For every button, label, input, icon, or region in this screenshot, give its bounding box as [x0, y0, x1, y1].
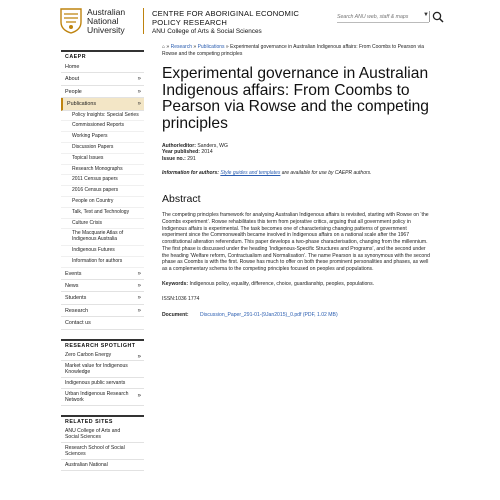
sidebar-item-label: Research	[65, 307, 89, 314]
related-item-cass[interactable]: ANU College of Arts and Social Sciences	[61, 426, 144, 443]
sidebar-subitem-macquarie-atlas[interactable]: The Macquarie Atlas of Indigenous Australia	[61, 229, 144, 246]
sidebar-subitem-culture-crisis[interactable]: Culture Crisis	[61, 219, 144, 230]
sidebar-subitem-talk-text-technology[interactable]: Talk, Text and Technology	[61, 208, 144, 219]
issue-label: Issue no.:	[162, 155, 186, 162]
expand-arrow-icon[interactable]: »	[137, 88, 141, 95]
anu-logo[interactable]	[60, 8, 150, 36]
expand-arrow-icon[interactable]: »	[137, 392, 141, 399]
document-row	[162, 312, 432, 318]
style-guides-link[interactable]: Style guides and templates	[220, 170, 281, 177]
anu-crest-icon	[60, 8, 82, 34]
sidebar-subitem-research-monographs[interactable]: Research Monographs	[61, 165, 144, 176]
logo-line: National	[87, 16, 119, 26]
sidebar-subitem-information-for-authors[interactable]: Information for authors	[61, 257, 144, 268]
expand-arrow-icon[interactable]: »	[137, 295, 141, 302]
expand-arrow-icon[interactable]: »	[137, 76, 141, 83]
breadcrumb	[162, 44, 432, 57]
centre-name[interactable]	[152, 10, 299, 27]
breadcrumb-publications[interactable]: Publications	[197, 44, 225, 50]
related-heading: RELATED SITES	[61, 415, 144, 426]
spotlight-item-urban-network[interactable]	[61, 389, 144, 406]
author-value: Sanders, WG	[197, 142, 228, 149]
sidebar-item-students[interactable]	[61, 292, 144, 304]
breadcrumb-research[interactable]: Research	[170, 44, 192, 50]
year-value: 2014	[201, 149, 213, 156]
sidebar-subitem-2011-census[interactable]: 2011 Census papers	[61, 175, 144, 186]
spotlight-label: Zero Carbon Energy	[65, 351, 112, 358]
logo-line: University	[87, 25, 125, 35]
sidebar-subitem-policy-insights[interactable]: Policy Insights: Special Series	[61, 111, 144, 122]
issue-row	[162, 156, 432, 163]
page-title: Experimental governance in Australian Indigenous affairs: From Coombs to Pearson via Rowse and the competing principles	[162, 65, 429, 132]
info-label: Information for authors:	[162, 170, 219, 177]
logo-wordmark	[87, 8, 125, 35]
sidebar-item-people[interactable]	[61, 86, 144, 98]
sidebar-subitem-people-on-country[interactable]: People on Country	[61, 197, 144, 208]
document-label: Document:	[162, 311, 189, 318]
sidebar-item-research[interactable]	[61, 305, 144, 317]
college-name[interactable]: ANU College of Arts & Social Sciences	[152, 28, 262, 35]
sidebar-subitem-topical-issues[interactable]: Topical Issues	[61, 154, 144, 165]
related-item-rsss[interactable]: Research School of Social Sciences	[61, 443, 144, 460]
info-suffix: are available for use by CAEPR authors.	[281, 170, 372, 177]
year-label: Year published:	[162, 149, 200, 156]
year-row	[162, 149, 432, 156]
abstract-text: The competing principles framework for analysing Australian Indigenous affairs is revisited, starting with Rowse on ‘the Coombs experiment’. Rowse rehabilitates this term from pejorative critics, arguing that all government policy in Indigenous affairs is experimental. The task becomes one of characterising changing patterns of government experiment since the Commonwealth became involved in Indigenous affairs on a national scale after the 1967 constitutional alteration referendum. This paper develops a two-phase characterisation, changing from the millennium. The first phase is discussed under the heading ‘Indigenous-Specific Structures and Programs’, and the second under the heading ‘Welfare reform, Contractualism and Normalisation’. The name Pearson is as synonymous with the second phase as Coombs is with the first. Rowse has much to offer on both these prominent personalities and phases, as well as a complementary schema to the competing principles focused on peoples and populations.	[162, 212, 430, 272]
sidebar-subitem-commissioned-reports[interactable]: Commissioned Reports	[61, 121, 144, 132]
breadcrumb-separator: »	[166, 44, 170, 50]
sidebar-item-label: People	[65, 88, 82, 95]
home-icon[interactable]: ⌂	[162, 44, 166, 50]
sidebar-item-label: About	[65, 76, 80, 83]
sidebar	[61, 50, 144, 471]
sidebar-item-events[interactable]	[61, 268, 144, 280]
search-icon[interactable]	[432, 11, 444, 23]
abstract-heading: Abstract	[162, 193, 201, 206]
related-item-anu[interactable]: Australian National	[61, 460, 144, 471]
centre-name-line2: POLICY RESEARCH	[152, 17, 228, 27]
expand-arrow-icon[interactable]: »	[137, 282, 141, 289]
header-divider	[143, 8, 144, 34]
spotlight-item-zero-carbon[interactable]	[61, 350, 144, 361]
publication-meta	[162, 143, 432, 163]
spotlight-label: Indigenous public servants	[65, 379, 126, 386]
logo-line: Australian	[87, 7, 126, 17]
spotlight-label: Market value for Indigenous Knowledge	[65, 362, 128, 375]
breadcrumb-current: » Experimental governance in Australian Indigenous affairs: From Coombs to Pearson via Rowse and the competing principles	[162, 44, 424, 57]
issue-value: 291	[187, 155, 196, 162]
search-box	[337, 12, 429, 23]
breadcrumb-separator: »	[193, 44, 197, 50]
document-download-link[interactable]: Discussion_Paper_291-01-(9Jan2015)_0.pdf (PDF, 1.02 MB)	[200, 311, 338, 318]
sidebar-heading: CAEPR	[61, 50, 144, 61]
sidebar-item-publications[interactable]	[61, 98, 144, 110]
search-scope-dropdown[interactable]: ▼	[423, 12, 429, 18]
sidebar-subitem-2016-census[interactable]: 2016 Census papers	[61, 186, 144, 197]
expand-arrow-icon[interactable]: »	[137, 270, 141, 277]
keywords	[162, 281, 432, 287]
expand-arrow-icon[interactable]: »	[137, 307, 141, 314]
authors-info	[162, 170, 432, 176]
sidebar-item-label: Events	[65, 270, 82, 277]
spotlight-item-public-servants[interactable]	[61, 378, 144, 389]
sidebar-item-label: Contact us	[65, 320, 91, 327]
sidebar-item-news[interactable]	[61, 280, 144, 292]
centre-name-line1: CENTRE FOR ABORIGINAL ECONOMIC	[152, 9, 300, 18]
sidebar-item-contact[interactable]	[61, 317, 144, 329]
sidebar-item-label: Publications	[67, 101, 97, 108]
keywords-label: Keywords:	[162, 280, 189, 287]
spotlight-item-market-value[interactable]	[61, 361, 144, 378]
sidebar-item-label: Students	[65, 295, 87, 302]
spotlight-heading: RESEARCH SPOTLIGHT	[61, 339, 144, 350]
sidebar-item-label: News	[65, 282, 79, 289]
expand-arrow-icon[interactable]: »	[137, 353, 141, 360]
sidebar-subitem-working-papers[interactable]: Working Papers	[61, 132, 144, 143]
sidebar-item-home[interactable]	[61, 61, 144, 73]
author-label: Author/editor:	[162, 142, 196, 149]
sidebar-subitem-indigenous-futures[interactable]: Indigenous Futures	[61, 246, 144, 257]
search-input[interactable]	[337, 12, 417, 22]
sidebar-subitem-discussion-papers[interactable]: Discussion Papers	[61, 143, 144, 154]
author-row	[162, 143, 432, 150]
collapse-arrow-icon[interactable]: »	[137, 101, 141, 108]
issn: ISSN:1036 1774	[162, 295, 200, 302]
spotlight-label: Urban Indigenous Research Network	[65, 390, 129, 403]
sidebar-item-about[interactable]	[61, 73, 144, 85]
search-separator	[429, 11, 430, 22]
sidebar-item-label: Home	[65, 64, 80, 70]
site-header	[0, 0, 500, 40]
keywords-value: Indigenous policy, equality, difference, choice, guardianship, peoples, populations.	[189, 280, 375, 287]
main-content	[162, 44, 432, 318]
